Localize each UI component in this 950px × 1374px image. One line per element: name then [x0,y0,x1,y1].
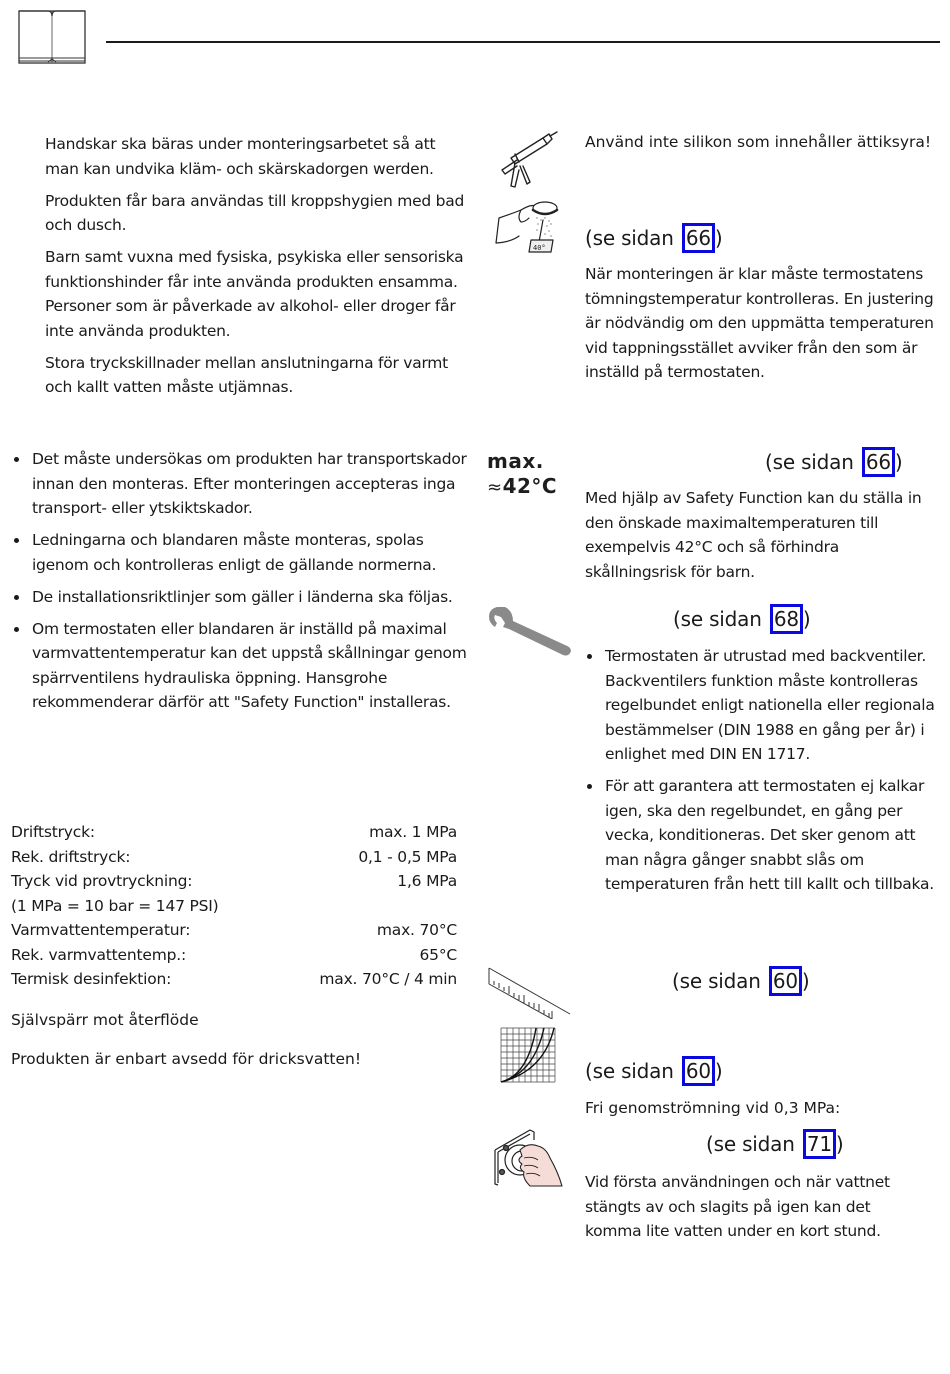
reference-suffix: ) [894,450,903,474]
spec-label: Tryck vid provtryckning: [11,872,193,890]
hand-shower-thermometer-icon [493,196,559,256]
wrench-icon [487,605,573,657]
spec-value: 0,1 - 0,5 MPa [358,847,457,866]
spec-row [11,967,457,992]
spec-label: Rek. varmvattentemp.: [11,945,186,964]
max-temperature-label [487,449,557,500]
list-item: Termostaten är utrustad med backventiler. Backventilers funktion måste kontrolleras regelbundet enligt nationella eller regionala bestämmelser (DIN 1988 en gång per år) i enlighet med DIN EN 1717. [584,644,946,767]
safety-paragraph: Barn samt vuxna med fysiska, psykiska eller sensoriska funktionshinder får inte använda produkten ensamma. Personer som är påverkade av alkohol- eller droger får inte använda produkten. [45,248,464,340]
backflow-note: Självspärr mot återflöde [11,1011,199,1029]
technical-data-table [11,820,457,992]
maintenance-notes [584,644,946,904]
spec-label: Termisk desinfektion: [11,970,172,988]
silicone-warning: Använd inte silikon som innehåller ättiksyra! [585,133,932,151]
page-reference [673,604,811,634]
flow-graph-icon [500,1027,556,1083]
approx-symbol: ≈ [487,477,503,498]
page-reference [585,223,723,253]
reference-suffix: ) [801,969,810,993]
spec-value: 1,6 MPa [397,872,457,890]
reference-suffix: ) [802,607,811,631]
reference-label: (se sidan [672,969,767,993]
list-item: Ledningarna och blandaren måste monteras, spolas igenom och kontrolleras enligt de gällande normerna. [11,528,469,577]
page-link-60[interactable]: 60 [682,1056,715,1086]
spec-value: max. 1 MPa [369,823,457,841]
reference-suffix: ) [835,1132,844,1156]
open-book-icon [18,10,87,66]
page-reference [672,966,810,996]
reference-label: (se sidan [585,226,680,250]
page-reference [585,1056,723,1086]
spec-value: max. 70°C / 4 min [319,970,457,988]
page-link-66[interactable]: 66 [682,223,715,253]
operation-text: Vid första användningen och när vattnet stängts av och slagits på igen kan det komma lite vatten under en kort stund. [585,1173,890,1240]
spec-value: max. 70°C [376,921,457,939]
spec-label: (1 MPa = 10 bar = 147 PSI) [11,896,219,915]
safety-paragraph: Handskar ska bäras under monteringsarbetet så att man kan undvika kläm- och skärskadorgen werden. [45,135,436,178]
list-item: Det måste undersökas om produkten har transportskador innan den monteras. Efter monteringen accepteras inga transport- eller ytskiktskador. [11,447,469,521]
hand-turning-knob-icon [494,1128,566,1188]
page-reference [765,447,903,477]
spec-row [11,869,457,894]
reference-suffix: ) [714,226,723,250]
page-link-66[interactable]: 66 [862,447,895,477]
list-item: För att garantera att termostaten ej kalkar igen, ska den regelbundet, en gång per vecka, konditioneras. Det sker genom att man några gånger snabbt slås om temperaturen från hett till kallt och tillbaka. [584,774,946,897]
max-text: max. [487,449,544,473]
spec-row [11,894,457,919]
reference-label: (se sidan [765,450,860,474]
safety-function-text: Med hjälp av Safety Function kan du ställa in den önskade maximaltemperaturen till exempelvis 42°C och så förhindra skållningsrisk för barn. [585,489,922,581]
thermometer-reading: 40° [533,244,546,252]
flow-rate-text: Fri genomströmning vid 0,3 MPa: [585,1099,841,1117]
spec-label: Varmvattentemperatur: [11,921,191,939]
page-link-68[interactable]: 68 [770,604,803,634]
page-link-60[interactable]: 60 [769,966,802,996]
spec-row [11,845,457,870]
ruler-icon [488,967,572,1019]
spec-row [11,820,457,845]
page-link-71[interactable]: 71 [803,1129,836,1159]
safety-paragraph: Stora tryckskillnader mellan anslutningarna för varmt och kallt vatten måste utjämnas. [45,353,448,396]
header-rule [106,41,940,43]
reference-label: (se sidan [706,1132,801,1156]
spec-label: Driftstryck: [11,823,95,841]
spec-value: 65°C [419,945,457,964]
caulking-gun-icon [497,130,559,190]
spec-row [11,918,457,943]
reference-label: (se sidan [673,607,768,631]
drinking-water-note: Produkten är enbart avsedd för dricksvatten! [11,1050,362,1068]
page-reference [706,1129,844,1159]
spec-row [11,943,457,968]
max-temp-value: 42°C [502,474,558,498]
installation-notes [11,447,469,722]
safety-paragraph: Produkten får bara användas till kroppshygien med bad och dusch. [45,191,465,234]
safety-instructions [45,132,470,407]
list-item: De installationsriktlinjer som gäller i länderna ska följas. [11,585,469,610]
adjustment-text: När monteringen är klar måste termostatens tömningstemperatur kontrolleras. En justering är nödvändig om den uppmätta temperaturen vid tappningsstället avviker från den som är inställd på termostaten. [585,265,934,381]
reference-suffix: ) [714,1059,723,1083]
list-item: Om termostaten eller blandaren är inställd på maximal varmvattentemperatur kan det uppstå skållningar genom spärrventilens hydrauliska öppning. Hansgrohe rekommenderar därför att "Safety Function" installeras. [11,617,469,715]
spec-label: Rek. driftstryck: [11,847,131,866]
reference-label: (se sidan [585,1059,680,1083]
